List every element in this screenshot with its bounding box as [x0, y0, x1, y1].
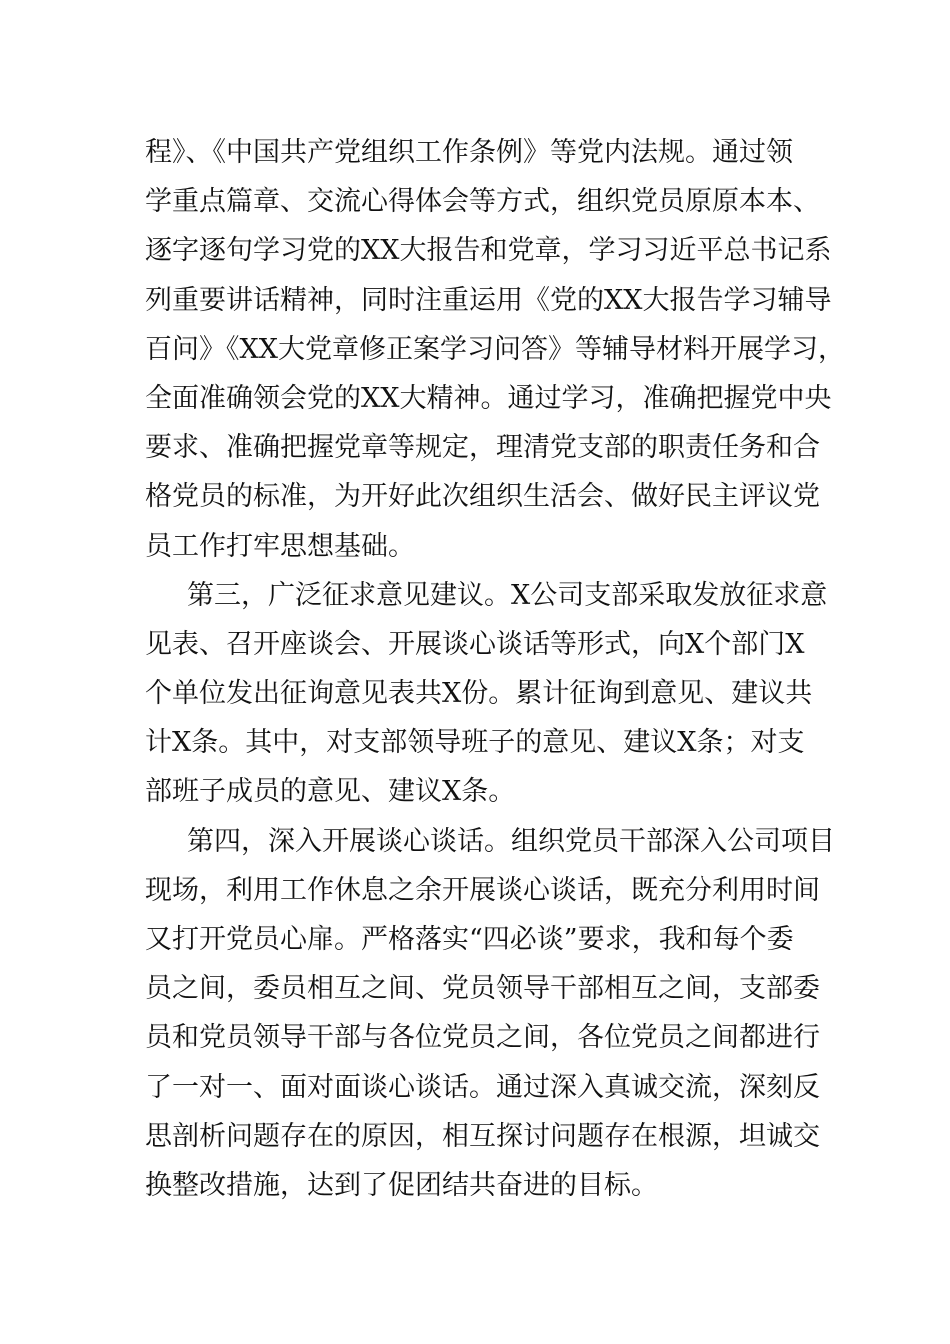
text-line: 百问》《XX大党章修正案学习问答》等辅导材料开展学习，: [145, 333, 845, 365]
text-line: 要求、准确把握党章等规定，理清党支部的职责任务和合: [145, 432, 820, 464]
text-line: 员工作打牢思想基础。: [145, 530, 415, 562]
text-line: 思剖析问题存在的原因，相互探讨问题存在根源，坦诚交: [145, 1120, 820, 1152]
text-line: 全面准确领会党的XX大精神。通过学习，准确把握党中央: [145, 382, 832, 414]
text-line: 了一对一、面对面谈心谈话。通过深入真诚交流，深刻反: [145, 1071, 820, 1103]
text-line: 员和党员领导干部与各位党员之间，各位党员之间都进行: [145, 1022, 820, 1054]
text-line: 个单位发出征询意见表共X份。累计征询到意见、建议共: [145, 678, 813, 710]
text-line: 列重要讲话精神，同时注重运用《党的XX大报告学习辅导: [145, 284, 832, 316]
text-line: 计X条。其中，对支部领导班子的意见、建议X条；对支: [145, 727, 805, 759]
text-line: 见表、召开座谈会、开展谈心谈话等形式，向X个部门X: [145, 628, 805, 660]
document-body: [145, 128, 845, 1210]
text-line: 程》、《中国共产党组织工作条例》等党内法规。通过领: [145, 137, 793, 168]
paragraph-fourth-heart-to-heart-talks: [145, 817, 835, 1211]
text-line: 格党员的标准，为开好此次组织生活会、做好民主评议党: [145, 481, 820, 513]
text-line: 学重点篇章、交流心得体会等方式，组织党员原原本本、: [145, 186, 820, 218]
text-line: 第三，广泛征求意见建议。X公司支部采取发放征求意: [187, 579, 828, 611]
text-line: 现场，利用工作休息之余开展谈心谈话，既充分利用时间: [145, 874, 820, 906]
text-line: 换整改措施，达到了促团结共奋进的目标。: [145, 1169, 658, 1201]
paragraph-study: [145, 128, 845, 571]
text-line: 部班子成员的意见、建议X条。: [145, 776, 516, 808]
paragraph-third-solicit-opinions: [145, 571, 828, 817]
text-line: 员之间，委员相互之间、党员领导干部相互之间，支部委: [145, 973, 820, 1005]
text-line: 第四，深入开展谈心谈话。组织党员干部深入公司项目: [187, 825, 835, 857]
text-line: 逐字逐句学习党的XX大报告和党章，学习习近平总书记系: [145, 235, 832, 267]
text-line: 又打开党员心扉。严格落实“四必谈”要求，我和每个委: [145, 924, 794, 955]
